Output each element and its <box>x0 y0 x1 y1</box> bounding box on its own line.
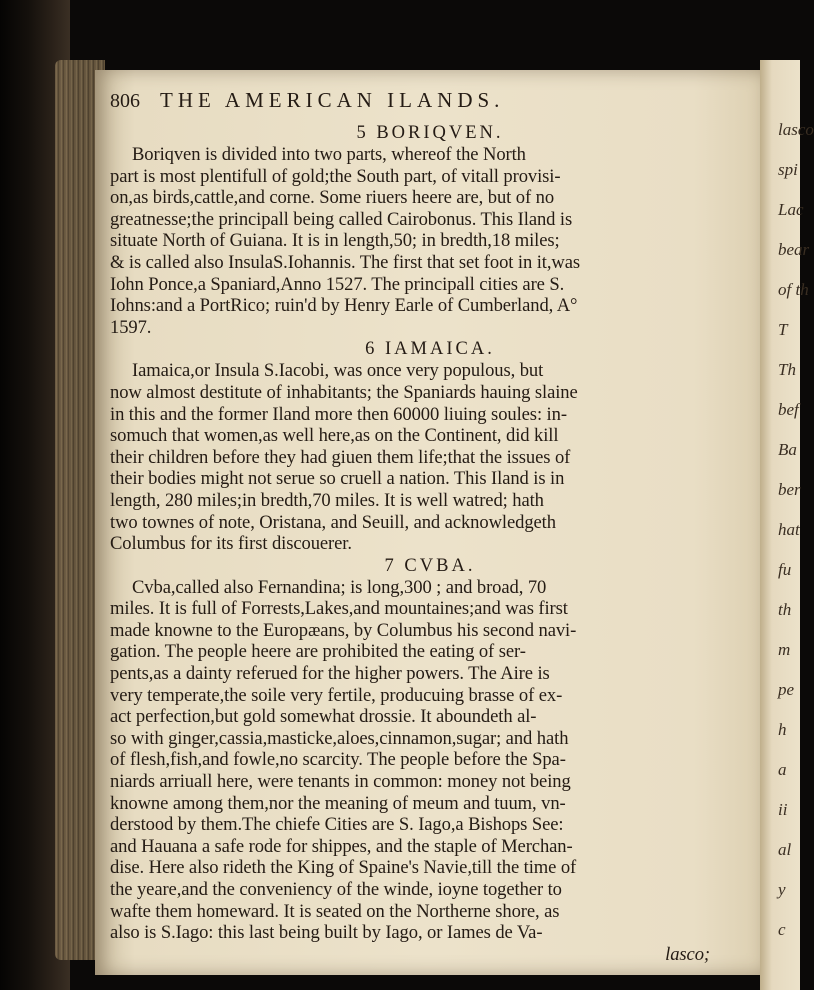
text-line: Columbus for its first discouerer. <box>110 533 352 555</box>
facing-page-fragment: a <box>778 760 787 779</box>
text-line: length, 280 miles;in bredth,70 miles. It is well watred; hath <box>110 489 544 511</box>
text-line: niards arriuall here, were tenants in common: money not being <box>110 771 571 793</box>
text-line: knowne among them,nor the meaning of meum and tuum, vn- <box>110 792 566 814</box>
text-line: Iohns:and a PortRico; ruin'd by Henry Earle of Cumberland, A° <box>110 295 578 317</box>
text-line: situate North of Guiana. It is in length,50; in bredth,18 miles; <box>110 230 560 252</box>
text-line: very temperate,the soile very fertile, producuing brasse of ex- <box>110 684 563 706</box>
facing-page-fragment: h <box>778 720 787 739</box>
facing-page-fragment: m <box>778 640 791 659</box>
facing-page-fragment: lasco <box>778 120 814 139</box>
text-line: in this and the former Iland more then 60000 liuing soules: in- <box>110 403 567 425</box>
text-line: now almost destitute of inhabitants; the Spaniards hauing slaine <box>110 381 578 403</box>
text-line: somuch that women,as well here,as on the Continent, did kill <box>110 425 559 447</box>
text-line: Boriqven is divided into two parts, whereof the North <box>132 144 526 165</box>
sections <box>110 122 750 965</box>
text-line: derstood by them.The chiefe Cities are S. Iago,a Bishops See: <box>110 814 564 836</box>
text-line: the yeare,and the conveniency of the winde, ioyne together to <box>110 879 562 900</box>
facing-page-fragment: th <box>778 600 792 619</box>
text-line: two townes of note, Oristana, and Seuill, and acknowledgeth <box>110 511 556 533</box>
text-line: & is called also InsulaS.Iohannis. The first that set foot in it,was <box>110 251 581 273</box>
facing-page-fragment: ber <box>778 480 801 499</box>
facing-page-fragment: Lac <box>778 200 804 219</box>
text-line: Cvba,called also Fernandina; is long,300 ; and broad, 70 <box>132 576 547 598</box>
text-line: made knowne to the Europæans, by Columbus his second navi- <box>110 619 577 641</box>
text-line: 1597. <box>110 316 152 338</box>
text-line: on,as birds,cattle,and corne. Some riuers heere are, but of no <box>110 187 555 209</box>
text-line: part is most plentifull of gold;the South part, of vitall provisi- <box>110 165 561 187</box>
facing-page-fragment: pe <box>778 680 795 699</box>
page-header <box>110 88 750 122</box>
text-line: dise. Here also rideth the King of Spaine's Navie,till the time of <box>110 857 577 879</box>
text-line: wafte them homeward. It is seated on the Northerne shore, as <box>110 900 560 922</box>
page-number: 806 <box>110 90 140 112</box>
text-line: Iamaica,or Insula S.Iacobi, was once very populous, but <box>132 360 544 382</box>
facing-page-fragment: al <box>778 840 792 859</box>
facing-page-fragment: c <box>778 920 786 939</box>
facing-page-fragment: of th <box>778 280 809 299</box>
text-line: so with ginger,cassia,masticke,aloes,cinnamon,sugar; and hath <box>110 727 569 749</box>
facing-page-fragment: Th <box>778 360 796 379</box>
section-title: 7 CVBA. <box>384 555 476 576</box>
text-line: their bodies might not serue so cruell a nation. This Iland is in <box>110 468 565 490</box>
page-content <box>110 88 750 965</box>
text-line: gation. The people heere are prohibited the eating of ser- <box>110 641 526 663</box>
text-line: and Hauana a safe rode for shippes, and the staple of Merchan- <box>110 835 573 857</box>
section-title: 5 BORIQVEN. <box>356 123 504 143</box>
facing-page-fragment: ii <box>778 800 788 819</box>
text-line: Iohn Ponce,a Spaniard,Anno 1527. The principall cities are S. <box>110 273 565 295</box>
facing-page-fragment: bef <box>778 400 799 419</box>
text-line: pents,as a dainty referued for the higher powers. The Aire is <box>110 663 550 685</box>
facing-page-fragment: bear <box>778 240 810 259</box>
facing-page-fragment: spi <box>778 160 798 179</box>
text-line: of flesh,fish,and fowle,no scarcity. The people before the Spa- <box>110 749 566 771</box>
facing-page-fragment: hat <box>778 520 800 539</box>
text-line: also is S.Iago: this last being built by Iago, or Iames de Va- <box>110 922 543 944</box>
text-line: act perfection,but gold somewhat drossie. It aboundeth al- <box>110 706 537 728</box>
text-line: miles. It is full of Forrests,Lakes,and mountaines;and was first <box>110 598 568 620</box>
running-head: THE AMERICAN ILANDS. <box>160 88 505 112</box>
section-title: 6 IAMAICA. <box>365 339 495 360</box>
facing-page-edge <box>760 60 814 990</box>
facing-page-fragment: Ba <box>778 440 797 459</box>
catchword: lasco; <box>665 943 710 965</box>
facing-page-fragment: fu <box>778 560 792 579</box>
facing-page-fragment: y <box>778 880 786 899</box>
text-line: greatnesse;the principall being called Cairobonus. This Iland is <box>110 208 573 230</box>
text-line: their children before they had giuen them life;that the issues of <box>110 446 571 468</box>
facing-page-fragment: T <box>778 320 788 339</box>
